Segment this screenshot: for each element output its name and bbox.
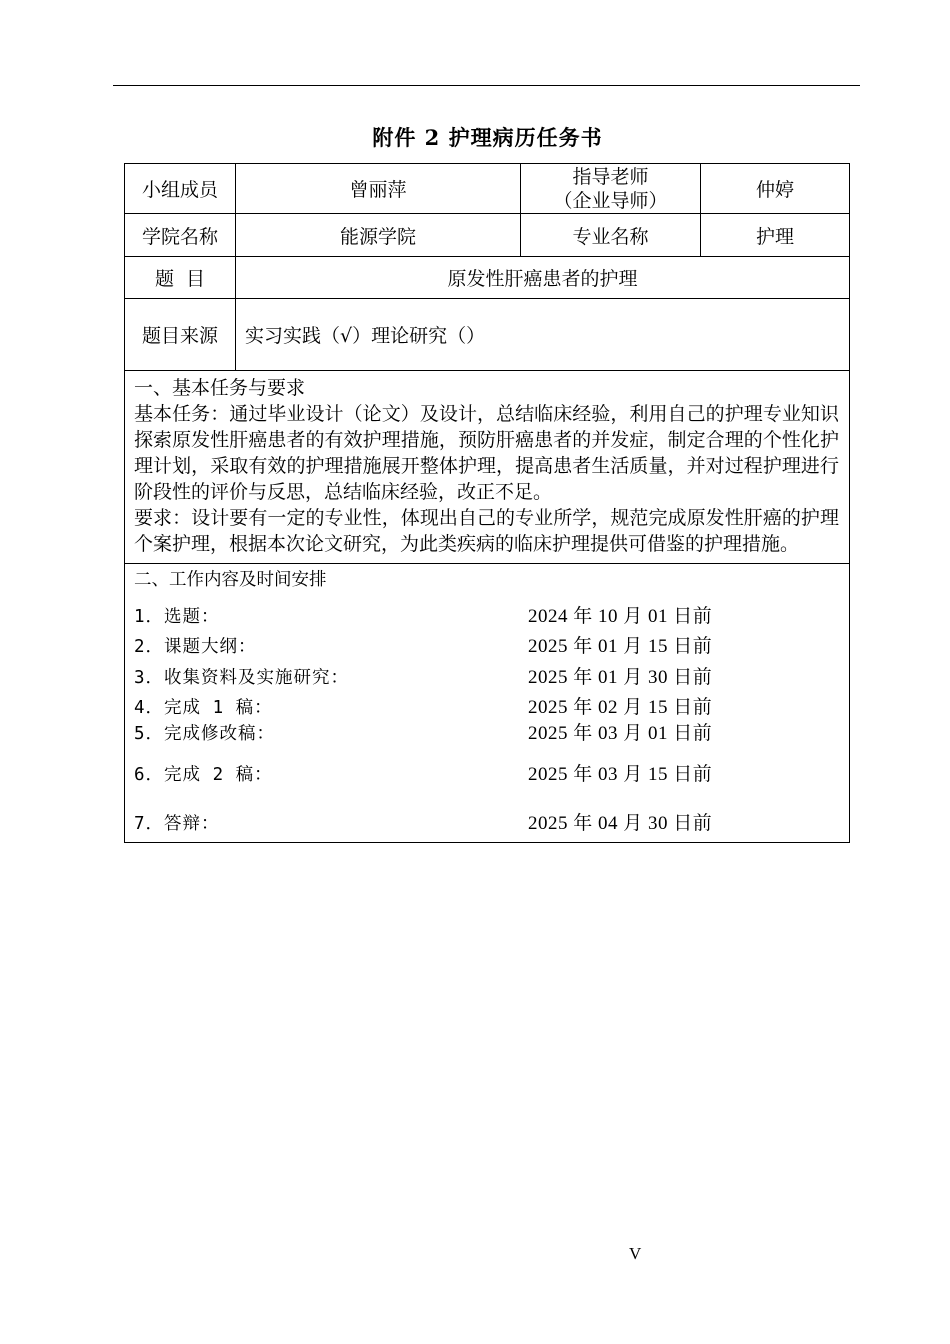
schedule-row [125,564,850,843]
schedule-item-label: 3．收集资料及实施研究： [134,668,350,688]
schedule-item-date: 2025 年 03 月 01 日前 [528,723,713,744]
advisor-label-line1: 指导老师 [572,165,649,188]
schedule-item [134,811,839,837]
major-value: 护理 [701,214,850,257]
schedule-heading: 二、工作内容及时间安排 [134,570,327,590]
schedule-item [134,634,839,660]
schedule-item-label: 5．完成修改稿： [134,724,276,744]
schedule-item [134,762,839,788]
schedule-item [134,604,839,630]
schedule-item-label: 6．完成 2 稿： [134,765,273,785]
schedule-item-label: 7．答辩： [134,814,220,834]
schedule-item-date: 2025 年 03 月 15 日前 [528,764,713,785]
tasks-heading: 一、基本任务与要求 [134,377,306,399]
topic-label: 题 目 [125,257,236,299]
topic-row [125,257,850,299]
document-title: 附件 2 护理病历任务书 [372,125,603,150]
college-value: 能源学院 [236,214,521,257]
requirement-text: 要求：设计要有一定的专业性，体现出自己的专业所学，规范完成原发性肝癌的护理个案护理，根据本次论文研究，为此类疾病的临床护理提供可借鉴的护理措施。 [134,507,839,555]
schedule-item-date: 2024 年 10 月 01 日前 [528,606,713,627]
schedule-item-label: 1．选题： [134,607,220,627]
schedule-item-date: 2025 年 02 月 15 日前 [528,697,713,718]
schedule-item [134,721,839,747]
members-value: 曾丽萍 [236,164,521,214]
advisor-label [521,164,701,214]
schedule-item-label: 2．课题大纲： [134,637,257,657]
task-form-table [124,163,850,843]
schedule-item-date: 2025 年 01 月 15 日前 [528,636,713,657]
schedule-item-label: 4．完成 1 稿： [134,698,273,718]
advisor-label-line2: （企业导师） [553,189,668,212]
tasks-row [125,371,850,564]
page-number: V [629,1244,642,1263]
members-row [125,164,850,214]
schedule-item [134,665,839,691]
major-label: 专业名称 [521,214,701,257]
source-label: 题目来源 [125,299,236,371]
header-rule [113,85,860,86]
advisor-value: 仲婷 [701,164,850,214]
schedule-item [134,695,839,721]
topic-value: 原发性肝癌患者的护理 [236,257,850,299]
college-row [125,214,850,257]
source-row [125,299,850,371]
college-label: 学院名称 [125,214,236,257]
schedule-cell [125,564,850,843]
source-value: 实习实践（√）理论研究（） [236,299,850,371]
tasks-cell [125,371,850,564]
schedule-item-date: 2025 年 01 月 30 日前 [528,667,713,688]
members-label: 小组成员 [125,164,236,214]
basic-task-text: 基本任务：通过毕业设计（论文）及设计，总结临床经验，利用自己的护理专业知识探索原发性肝癌患者的有效护理措施，预防肝癌患者的并发症，制定合理的个性化护理计划，采取有效的护理措施展开整体护理，提高患者生活质量，并对过程护理进行阶段性的评价与反思，总结临床经验，改正不足。 [134,403,839,503]
schedule-item-date: 2025 年 04 月 30 日前 [528,813,713,834]
